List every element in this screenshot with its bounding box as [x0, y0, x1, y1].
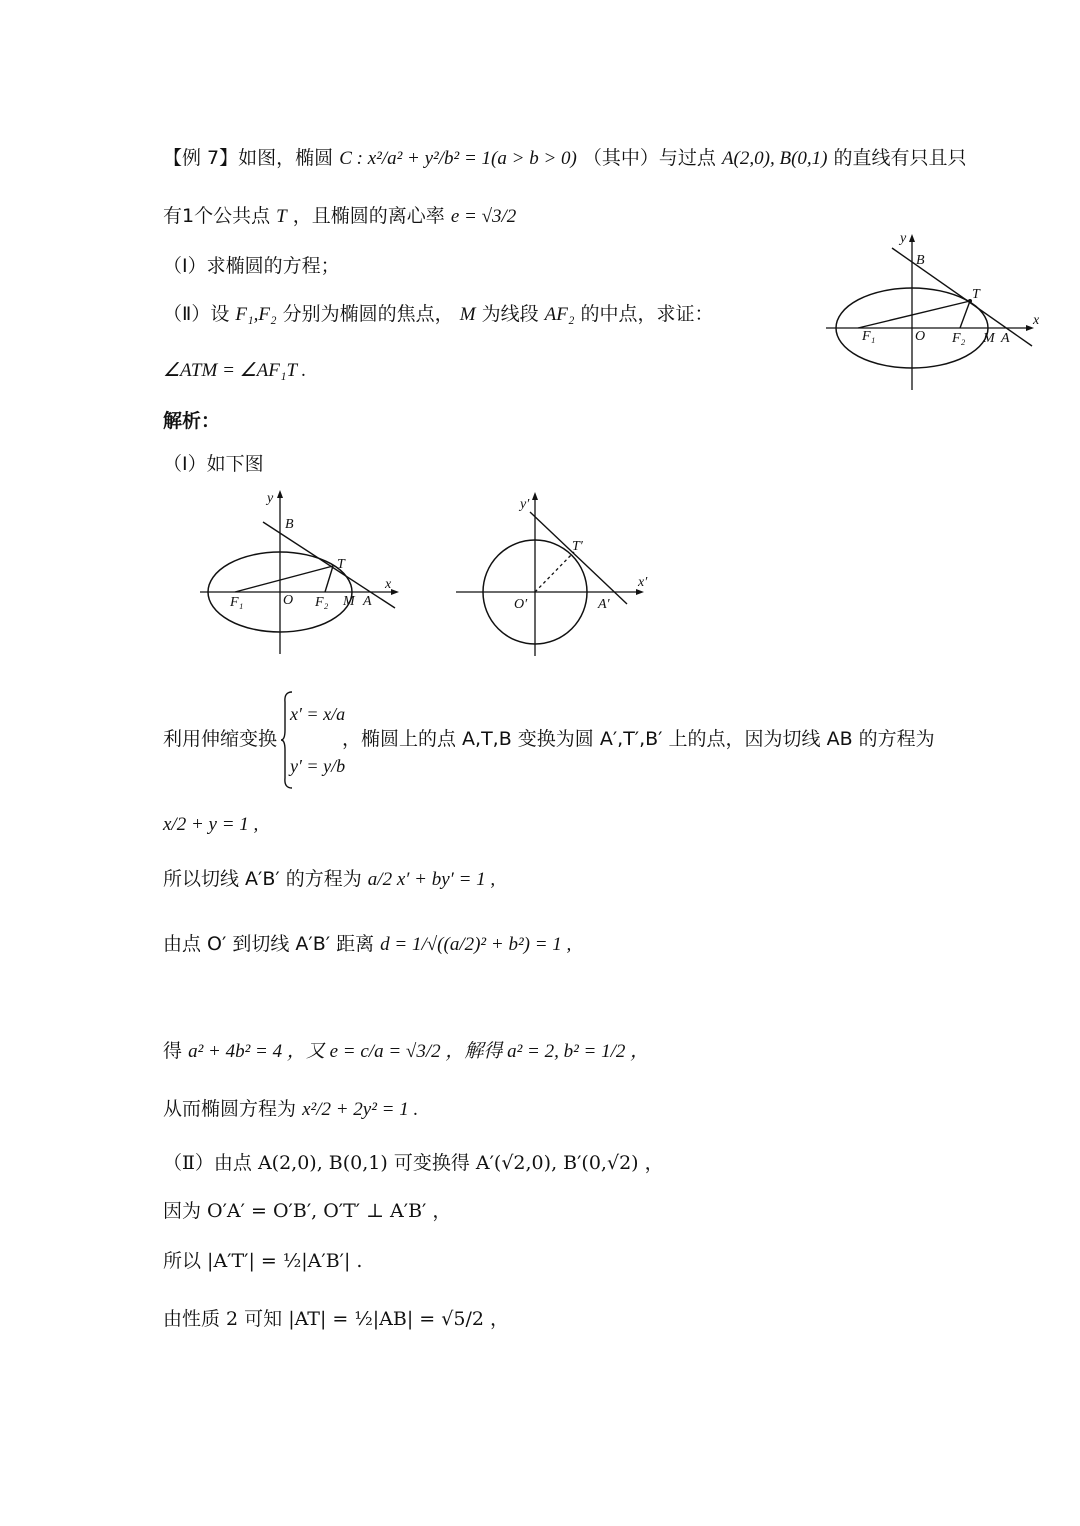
label-A: A [1001, 331, 1010, 346]
transform-suffix: ，椭圆上的点 A,T,B 变换为圆 A′,T′,B′ 上的点，因为切线 AB 的方程为 [342, 728, 935, 750]
tangent-AB-prime-line [163, 866, 495, 893]
label-O: O [915, 329, 926, 344]
half-line: 所以 |A′T′| = ½|A′B′| . [163, 1250, 363, 1272]
property-line: 由性质 2 可知 |AT| = ½|AB| = √5/2 ， [163, 1308, 509, 1330]
question-1: （Ⅰ）求椭圆的方程； [163, 255, 340, 277]
question-2 [163, 301, 714, 328]
solution-part-2: （Ⅱ）由点 A(2,0), B(0,1) 可变换得 A′(√2,0), B′(0,√2) ， [163, 1152, 664, 1174]
label-A: A [363, 594, 372, 609]
problem-statement-line-2 [163, 203, 516, 230]
label-F1: F₁ [230, 595, 244, 610]
text-fragment: 得 [163, 1040, 183, 1062]
text-fragment: （其中）与过点 [582, 147, 716, 169]
label-A-prime: A′ [598, 597, 610, 612]
text-fragment: ，且椭圆的离心率 [292, 205, 445, 227]
solution-heading: 解析： [163, 410, 221, 432]
label-O: O [283, 593, 294, 608]
text-fragment: 所以切线 A′B′ 的方程为 [163, 868, 362, 890]
ellipse-equation: C : x²/a² + y²/b² = 1(a > b > 0) [339, 148, 577, 169]
label-T: T [972, 287, 980, 302]
solution-part-1: （Ⅰ）如下图 [163, 453, 264, 475]
text-fragment: （Ⅱ）设 [163, 303, 230, 325]
text-fragment: 分别为椭圆的焦点， [282, 303, 454, 325]
label-F1: F₁ [862, 329, 876, 344]
text-fragment: 的直线有只且只 [833, 147, 967, 169]
label-y: y [267, 491, 274, 506]
label-F2: F₂ [952, 331, 966, 346]
text-fragment: 有1个公共点 [163, 205, 271, 227]
system-eq-x: x′ = x/a [290, 704, 346, 724]
points-AB: A(2,0), B(0,1) [721, 148, 828, 169]
text-fragment: 从而椭圆方程为 [163, 1098, 297, 1120]
label-x: x [385, 577, 392, 592]
equation-AB-prime: a/2 x′ + by′ = 1 , [367, 869, 496, 890]
foci: F₁,F₂ [235, 304, 277, 325]
label-F2: F₂ [315, 595, 329, 610]
angle-claim: ∠ATM = ∠AF₁T . [163, 360, 307, 381]
system-eq-y: y′ = y/b [290, 756, 346, 776]
distance-line [163, 931, 571, 958]
problem-statement-line-1 [163, 145, 967, 172]
label-M: M [343, 594, 355, 609]
solve-line [163, 1038, 649, 1065]
equation-AB: x/2 + y = 1 , [163, 814, 259, 835]
label-y: y [900, 231, 907, 246]
label-T: T [337, 557, 345, 572]
point-T: T [276, 206, 287, 227]
text-fragment: 为线段 [481, 303, 539, 325]
distance-equation: d = 1/√((a/2)² + b²) = 1 , [380, 934, 572, 955]
text-fragment: 由点 O′ 到切线 A′B′ 距离 [163, 933, 375, 955]
solve-equation: a² + 4b² = 4 ，又 e = c/a = √3/2 ，解得 a² = 2, b² = 1/2 ， [188, 1041, 650, 1062]
example-heading: 【例 7】如图，椭圆 [163, 147, 334, 169]
segment-AF2: AF₂ [544, 304, 575, 325]
label-O-prime: O′ [514, 597, 528, 612]
ellipse-figure [195, 488, 410, 658]
label-B: B [285, 517, 294, 532]
label-T-prime: T′ [572, 539, 583, 554]
label-x: x [1033, 313, 1040, 328]
label-B: B [916, 253, 925, 268]
text-fragment: 的中点，求证： [580, 303, 714, 325]
ellipse-result-equation: x²/2 + 2y² = 1 . [302, 1099, 419, 1120]
perpendicular-line: 因为 O′A′ = O′B′, O′T′ ⊥ A′B′ ， [163, 1200, 452, 1222]
circle-figure [452, 488, 662, 658]
label-x-prime: x′ [638, 575, 648, 590]
transform-prefix: 利用伸缩变换 [163, 728, 278, 750]
label-y-prime: y′ [520, 497, 530, 512]
ellipse-result-line [163, 1096, 418, 1123]
point-M: M [459, 304, 476, 325]
label-M: M [983, 331, 995, 346]
ellipse-figure-top [820, 228, 1040, 393]
eccentricity: e = √3/2 [450, 206, 517, 227]
